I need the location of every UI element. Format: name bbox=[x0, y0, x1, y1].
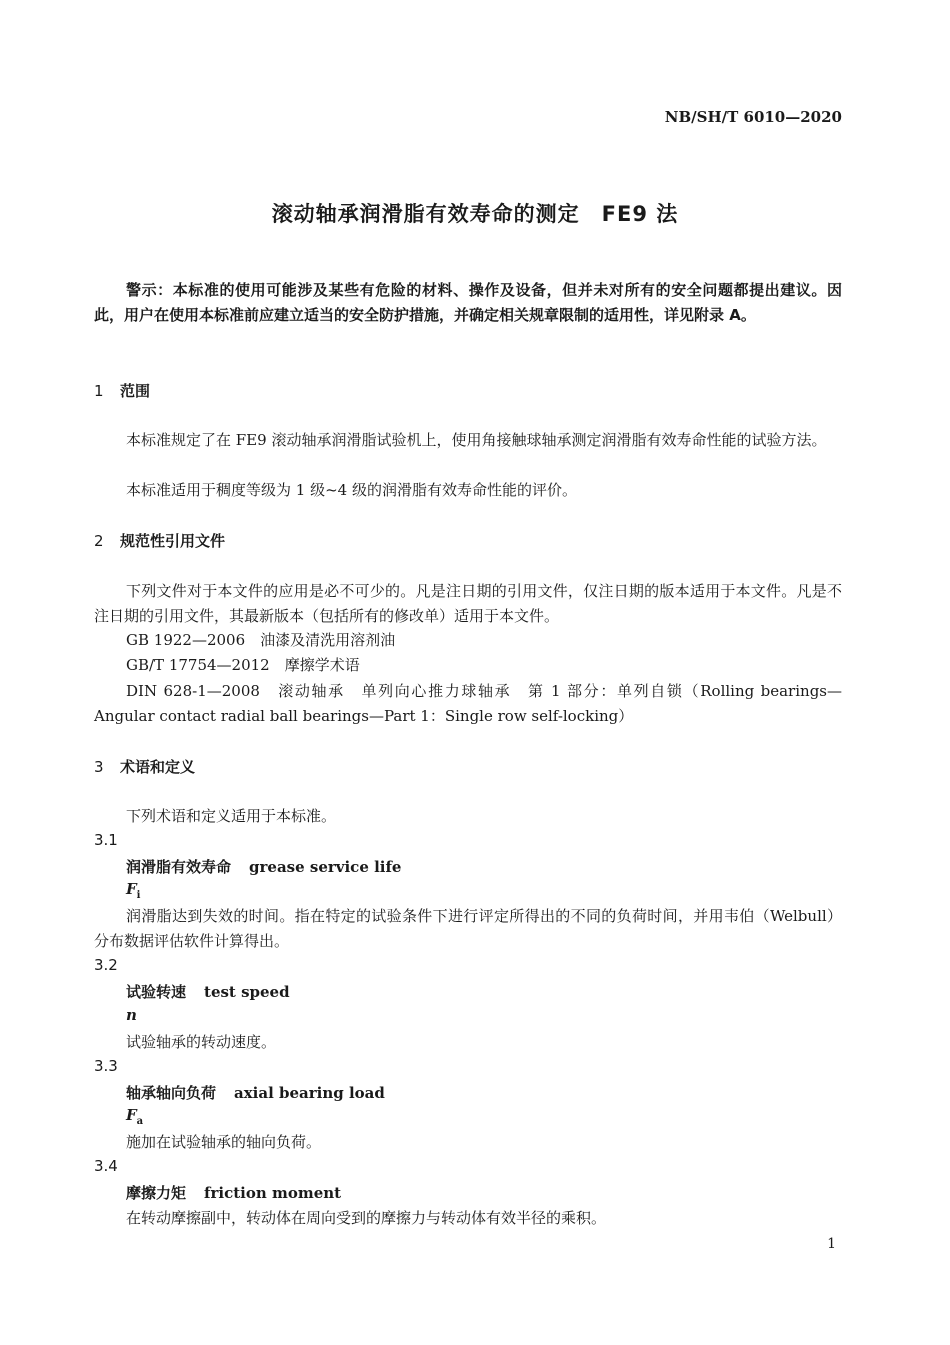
term-heading bbox=[126, 1082, 385, 1103]
reference-item: GB/T 17754—2012 摩擦学术语 bbox=[126, 656, 360, 674]
terms-intro: 下列术语和定义适用于本标准。 bbox=[126, 807, 337, 825]
section-number: 3 bbox=[94, 758, 104, 776]
section-number: 2 bbox=[94, 532, 104, 550]
reference-item: GB 1922—2006 油漆及清洗用溶剂油 bbox=[126, 631, 396, 649]
section-title: 规范性引用文件 bbox=[120, 532, 226, 550]
term-en: grease service life bbox=[249, 858, 402, 876]
term-zh: 摩擦力矩 bbox=[126, 1184, 187, 1202]
document-title: 滚动轴承润滑脂有效寿命的测定 FE9 法 bbox=[271, 202, 679, 226]
term-en: axial bearing load bbox=[234, 1084, 385, 1102]
page-number: 1 bbox=[827, 1236, 836, 1252]
section-heading-references bbox=[94, 530, 225, 551]
term-heading bbox=[126, 981, 290, 1002]
term-en: friction moment bbox=[204, 1184, 342, 1202]
term-en: test speed bbox=[204, 983, 290, 1001]
term-heading bbox=[126, 856, 401, 877]
term-heading bbox=[126, 1182, 341, 1203]
term-definition: 施加在试验轴承的轴向负荷。 bbox=[126, 1133, 322, 1151]
reference-item: DIN 628-1—2008 滚动轴承 单列向心推力球轴承 第 1 部分：单列自锁（Rolling bearings—Angular contact radial ball bearings—Part 1：Single row self-locking） bbox=[94, 682, 842, 725]
term-symbol: n bbox=[126, 1006, 137, 1024]
references-intro: 下列文件对于本文件的应用是必不可少的。凡是注日期的引用文件，仅注日期的版本适用于本文件。凡是不注日期的引用文件，其最新版本（包括所有的修改单）适用于本文件。 bbox=[94, 582, 842, 625]
term-definition: 试验轴承的转动速度。 bbox=[126, 1033, 277, 1051]
warning-text: 警示：本标准的使用可能涉及某些有危险的材料、操作及设备，但并未对所有的安全问题都提出建议。因此，用户在使用本标准前应建立适当的安全防护措施，并确定相关规章限制的适用性，详见附录 A。 bbox=[94, 281, 842, 324]
section-heading-scope bbox=[94, 380, 150, 401]
term-zh: 润滑脂有效寿命 bbox=[126, 858, 232, 876]
term-zh: 试验转速 bbox=[126, 983, 187, 1001]
term-number: 3.3 bbox=[94, 1057, 118, 1075]
term-zh: 轴承轴向负荷 bbox=[126, 1084, 217, 1102]
term-definition: 润滑脂达到失效的时间。指在特定的试验条件下进行评定所得出的不同的负荷时间，并用韦伯（Welbull）分布数据评估软件计算得出。 bbox=[94, 907, 842, 950]
term-symbol: $F_i$ bbox=[126, 880, 141, 901]
section-heading-terms bbox=[94, 756, 195, 777]
section-number: 1 bbox=[94, 382, 104, 400]
section-title: 范围 bbox=[120, 382, 151, 400]
scope-paragraph-2: 本标准适用于稠度等级为 1 级~4 级的润滑脂有效寿命性能的评价。 bbox=[126, 481, 577, 499]
scope-paragraph-1: 本标准规定了在 FE9 滚动轴承润滑脂试验机上，使用角接触球轴承测定润滑脂有效寿命性能的试验方法。 bbox=[126, 431, 827, 449]
term-number: 3.2 bbox=[94, 956, 118, 974]
standard-code: NB/SH/T 6010—2020 bbox=[664, 108, 842, 126]
term-symbol: $F_a$ bbox=[126, 1106, 144, 1127]
section-title: 术语和定义 bbox=[120, 758, 196, 776]
term-number: 3.1 bbox=[94, 831, 118, 849]
term-number: 3.4 bbox=[94, 1157, 118, 1175]
term-definition: 在转动摩擦副中，转动体在周向受到的摩擦力与转动体有效半径的乘积。 bbox=[126, 1209, 607, 1227]
